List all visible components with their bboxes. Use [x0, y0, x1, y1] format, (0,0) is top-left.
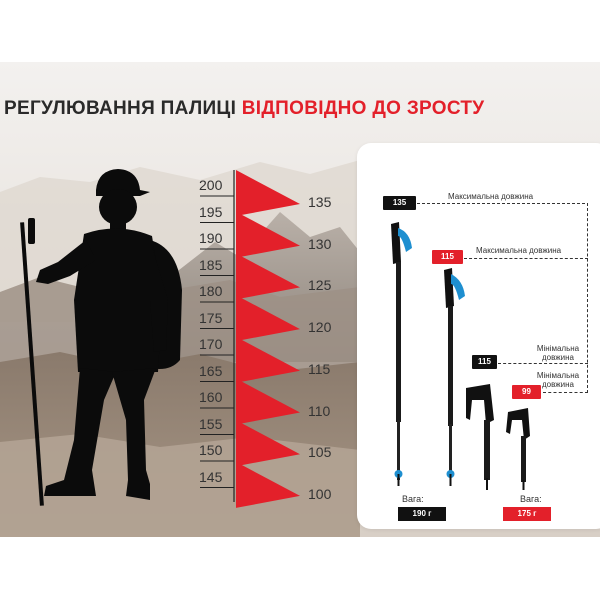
- height-label: 145: [199, 468, 223, 485]
- height-label: 170: [199, 336, 223, 352]
- pole-1-collapsed: [466, 384, 494, 490]
- height-label: 195: [199, 203, 223, 220]
- height-label: 160: [199, 389, 223, 405]
- height-label: 155: [199, 415, 223, 432]
- min-length-label-2: Мінімальна довжина: [536, 371, 580, 389]
- max-length-label-1: Максимальна довжина: [448, 192, 534, 201]
- pole-length-label: 100: [308, 485, 332, 502]
- headline-part-2: ВІДПОВІДНО ДО ЗРОСТУ: [241, 98, 485, 119]
- height-label: 150: [199, 442, 223, 458]
- pole-2-collapsed: [506, 408, 530, 490]
- height-label: 185: [199, 256, 223, 273]
- pole-1-extended: [391, 222, 412, 486]
- height-label: 180: [199, 283, 223, 299]
- min-length-badge-1: 115: [472, 355, 497, 369]
- weight-label-1: Вага:: [402, 494, 424, 504]
- pole-length-label: 135: [308, 194, 332, 210]
- max-length-label-2: Максимальна довжина: [476, 246, 562, 255]
- max-length-badge-1: 135: [383, 196, 416, 210]
- pole-2-extended: [444, 268, 465, 486]
- pole-length-label: 130: [308, 235, 332, 252]
- pole-length-label: 105: [308, 444, 332, 461]
- weight-badge-2: 175 г: [503, 507, 551, 521]
- pole-length-label: 120: [308, 319, 332, 336]
- pole-length-label: 110: [308, 402, 331, 419]
- headline-part-1: РЕГУЛЮВАННЯ ПАЛИЦІ: [4, 98, 242, 119]
- min-length-label-1: Мінімальна довжина: [536, 344, 580, 362]
- max-length-badge-2: 115: [432, 250, 463, 264]
- weight-badge-1: 190 г: [398, 507, 446, 521]
- height-label: 200: [199, 177, 223, 193]
- weight-label-2: Вага:: [520, 494, 542, 504]
- min-length-badge-2: 99: [512, 385, 541, 399]
- pole-length-label: 115: [308, 360, 331, 377]
- height-label: 175: [199, 309, 223, 326]
- height-label: 165: [199, 362, 223, 379]
- pole-length-label: 125: [308, 277, 332, 294]
- height-label: 190: [199, 230, 223, 246]
